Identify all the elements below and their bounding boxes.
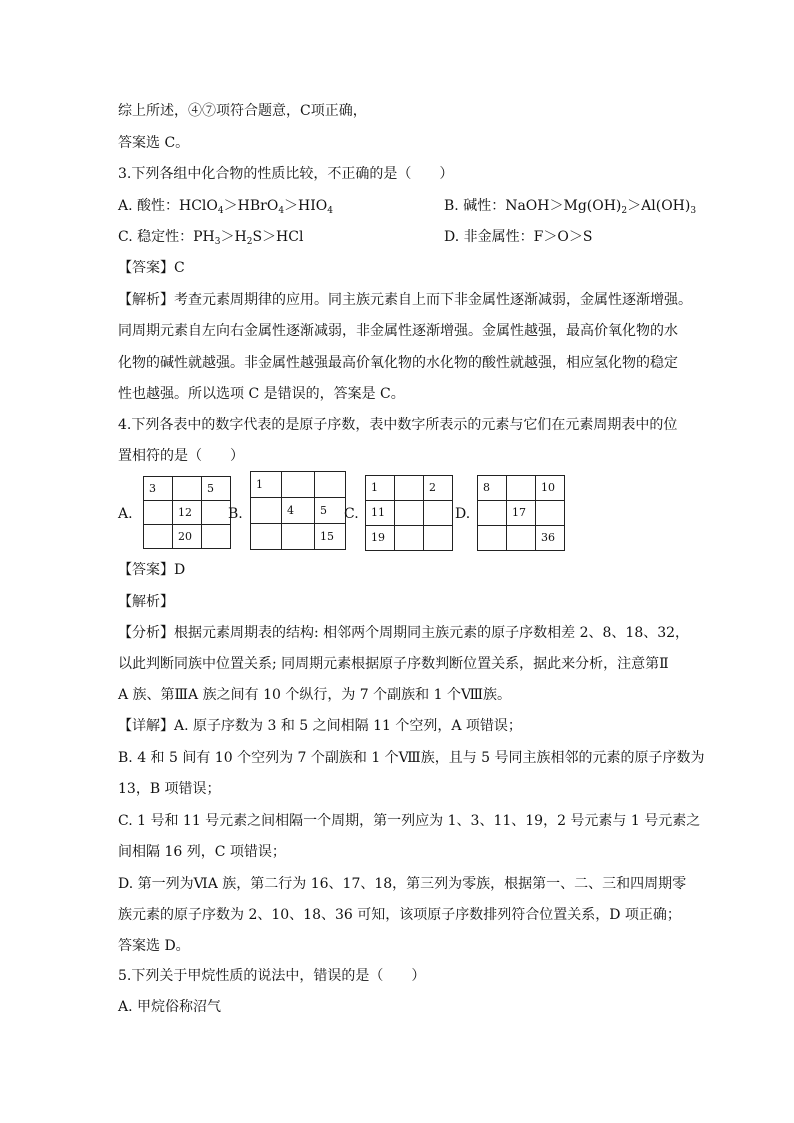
q3-option-b: B. 碱性：$NaOH>Mg(OH)_2>Al(OH)_3$	[444, 198, 697, 216]
grid-option-b	[250, 471, 346, 550]
answer-label: 【答案】C	[118, 260, 185, 276]
question-4-cont: 置相符的是（ ）	[118, 448, 244, 464]
grid-cell: 15	[315, 524, 346, 550]
detail-line: C. 1 号和 11 号元素之间相隔一个周期，第一列应为 1、3、11、19，2 号元素与 1 号元素之	[118, 813, 701, 829]
grid-cell	[315, 472, 346, 498]
grid-cell: 17	[507, 501, 536, 526]
detail-line: 答案选 D。	[118, 938, 190, 954]
question-3: 3.下列各组中化合物的性质比较，不正确的是（ ）	[118, 166, 454, 182]
grid-label-d: D.	[455, 506, 471, 522]
grid-cell	[282, 472, 315, 498]
analysis-line: 同周期元素自左向右金属性逐渐减弱，非金属性逐渐增强。金属性越强，最高价氧化物的水	[118, 323, 678, 339]
analysis-line: 【分析】根据元素周期表的结构: 相邻两个周期同主族元素的原子序数相差 2、8、18、32，	[118, 625, 690, 641]
analysis-line: 性也越强。所以选项 C 是错误的，答案是 C。	[118, 386, 405, 402]
grid-option-d	[477, 475, 565, 551]
grid-cell: 12	[173, 501, 202, 525]
grid-cell: 8	[478, 476, 507, 501]
grid-cell	[282, 524, 315, 550]
analysis-line: 【解析】考查元素周期律的应用。同主族元素自上而下非金属性逐渐减弱，金属性逐渐增强。	[118, 292, 692, 308]
grid-cell	[507, 526, 536, 551]
detail-line: 【详解】A. 原子序数为 3 和 5 之间相隔 11 个空列，A 项错误；	[118, 718, 522, 734]
grid-cell	[424, 526, 453, 551]
grid-option-a	[143, 476, 231, 549]
detail-line: 族元素的原子序数为 2、10、18、36 可知，该项原子序数排列符合位置关系，D 项正确；	[118, 907, 681, 923]
grid-cell	[144, 525, 173, 549]
grid-cell: 36	[536, 526, 565, 551]
grid-cell	[144, 501, 173, 525]
grid-cell: 3	[144, 477, 173, 501]
analysis-heading: 【解析】	[118, 594, 174, 610]
detail-line: 间相隔 16 列，C 项错误；	[118, 844, 286, 860]
analysis-line: A 族、第ⅢA 族之间有 10 个纵行，为 7 个副族和 1 个Ⅷ族。	[118, 687, 512, 703]
grid-cell: 1	[366, 476, 395, 501]
q5-option-a: A. 甲烷俗称沼气	[118, 999, 222, 1015]
grid-cell: 1	[251, 472, 282, 498]
q3-option-c: C. 稳定性：$PH_3>H_2S>HCl$	[118, 229, 304, 247]
grid-cell: 5	[202, 477, 231, 501]
grid-cell	[251, 524, 282, 550]
grid-option-c	[365, 475, 453, 551]
grid-cell: 5	[315, 498, 346, 524]
grid-cell	[478, 501, 507, 526]
detail-line: D. 第一列为ⅥA 族，第二行为 16、17、18，第三列为零族，根据第一、二、三和四周期零	[118, 876, 687, 892]
q3-option-a: A. 酸性：$HClO_4>HBrO_4>HIO_4$	[118, 198, 333, 216]
answer-label: 【答案】D	[118, 562, 186, 578]
detail-line: B. 4 和 5 间有 10 个空列为 7 个副族和 1 个Ⅷ族，且与 5 号同主族相邻的元素的原子序数为	[118, 750, 705, 766]
grid-cell	[173, 477, 202, 501]
text-line: 答案选 C。	[118, 135, 190, 151]
grid-cell	[202, 525, 231, 549]
analysis-line: 化物的碱性就越强。非金属性越强最高价氧化物的水化物的酸性就越强，相应氢化物的稳定	[118, 355, 678, 371]
grid-cell	[251, 498, 282, 524]
grid-cell	[507, 476, 536, 501]
grid-cell	[202, 501, 231, 525]
question-5: 5.下列关于甲烷性质的说法中，错误的是（ ）	[118, 968, 426, 984]
grid-label-c: C.	[344, 506, 359, 522]
grid-cell: 2	[424, 476, 453, 501]
grid-cell: 19	[366, 526, 395, 551]
grid-cell	[395, 476, 424, 501]
grid-cell	[395, 526, 424, 551]
grid-cell: 4	[282, 498, 315, 524]
grid-cell	[424, 501, 453, 526]
grid-label-a: A.	[118, 506, 133, 522]
detail-line: 13，B 项错误；	[118, 781, 221, 797]
analysis-line: 以此判断同族中位置关系; 同周期元素根据原子序数判断位置关系，据此来分析，注意第Ⅱ	[118, 656, 669, 672]
grid-cell	[395, 501, 424, 526]
grid-cell: 10	[536, 476, 565, 501]
grid-cell: 11	[366, 501, 395, 526]
grid-cell	[478, 526, 507, 551]
grid-cell: 20	[173, 525, 202, 549]
q3-option-d: D. 非金属性：F＞O＞S	[444, 229, 593, 245]
text-line: 综上所述，④⑦项符合题意，C项正确，	[118, 103, 367, 119]
grid-label-b: B.	[228, 506, 243, 522]
grid-cell	[536, 501, 565, 526]
question-4: 4.下列各表中的数字代表的是原子序数，表中数字所表示的元素与它们在元素周期表中的位	[118, 417, 678, 433]
